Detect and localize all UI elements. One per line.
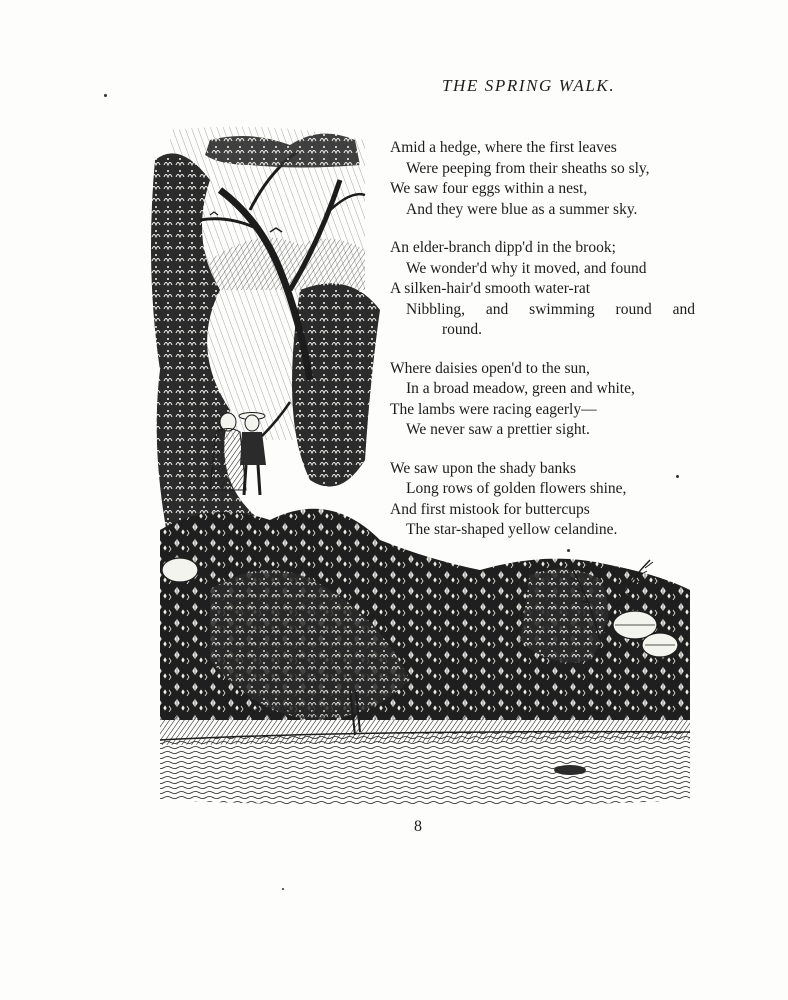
print-speck: [567, 549, 570, 552]
poem-line: And they were blue as a summer sky.: [406, 200, 638, 218]
stanza-4: [390, 459, 695, 541]
stanza-2: [390, 238, 695, 341]
print-speck: [104, 94, 107, 97]
poem-line: We saw upon the shady banks: [390, 459, 577, 477]
poem-line: round.: [442, 321, 483, 338]
page-number: 8: [414, 818, 422, 835]
poem-line: And first mistook for buttercups: [390, 500, 590, 518]
poem-line: Nibbling, and swimming round and: [406, 300, 695, 318]
poem-line: A silken-hair'd smooth water-rat: [390, 280, 591, 297]
poem: [390, 138, 695, 559]
running-head: THE SPRING WALK.: [442, 76, 616, 95]
poem-line: Long rows of golden flowers shine,: [406, 480, 627, 497]
poem-line: We never saw a prettier sight.: [406, 421, 590, 438]
poem-line: The lambs were racing eagerly—: [390, 400, 597, 418]
poem-line: We wonder'd why it moved, and found: [406, 259, 647, 277]
poem-line: The star-shaped yellow celandine.: [406, 521, 618, 538]
stanza-3: [390, 359, 695, 441]
poem-line: Amid a hedge, where the first leaves: [390, 139, 617, 156]
poem-line: In a broad meadow, green and white,: [406, 380, 635, 397]
poem-line: An elder-branch dipp'd in the brook;: [390, 239, 616, 256]
poem-line: We saw four eggs within a nest,: [390, 180, 588, 197]
poem-line: Were peeping from their sheaths so sly,: [406, 159, 650, 177]
stanza-1: [390, 138, 695, 220]
print-speck: [676, 475, 679, 478]
poem-line: Where daisies open'd to the sun,: [390, 359, 590, 377]
print-speck: [282, 888, 284, 890]
